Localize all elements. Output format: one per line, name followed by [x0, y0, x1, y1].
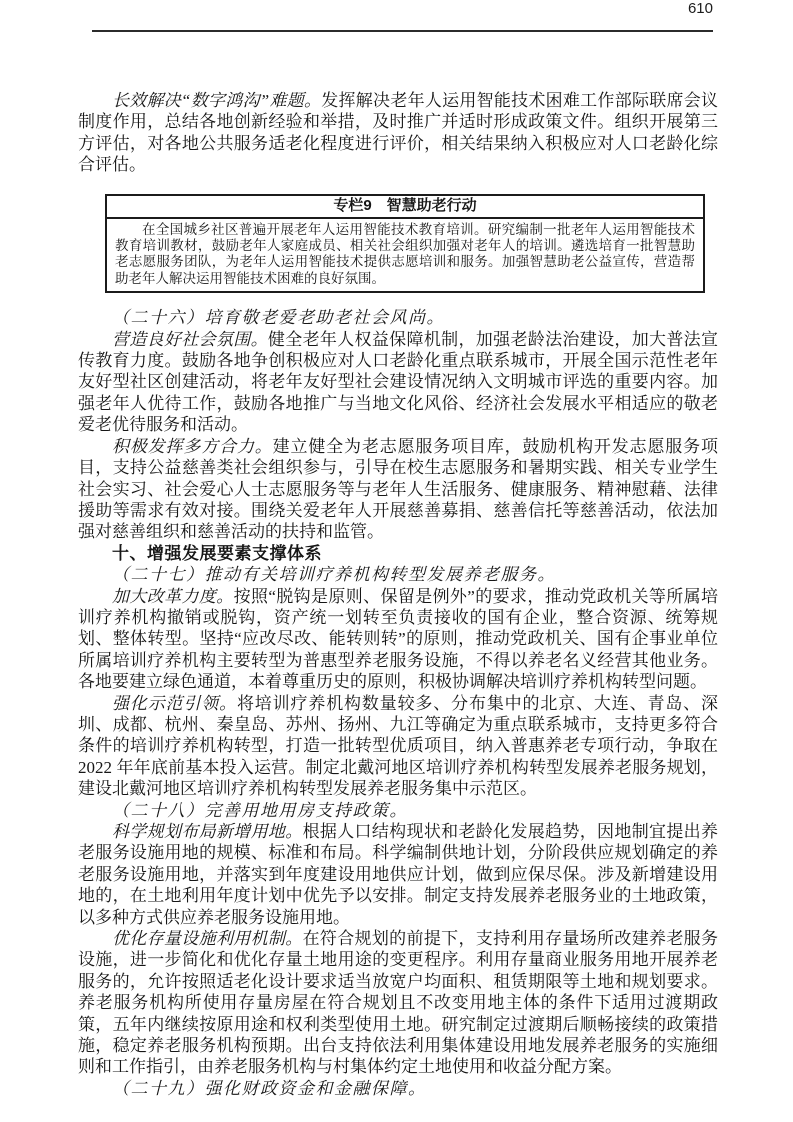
paragraph-lead: 营造良好社会氛围。	[112, 329, 268, 349]
paragraph-demonstration	[78, 693, 718, 800]
paragraph-text: 建立健全为老志愿服务项目库，鼓励机构开发志愿服务项目，支持公益慈善类社会组织参与，引导在校生志愿服务和暑期实践、相关专业学生社会实习、社会爱心人士志愿服务等与老年人生活服务、健康服务、精神慰藉、法律援助等需求有效对接。围绕关爱老年人开展慈善募捐、慈善信托等慈善活动，依法加强对慈善组织和慈善活动的扶持和监管。	[78, 436, 719, 542]
paragraph-text: 按照“脱钩是原则、保留是例外”的要求，推动党政机关等所属培训疗养机构撤销或脱钩，资产统一划转至负责接收的国有企业，整合资源、统筹规划、整体转型。坚持“应改尽改、能转则转”的原则，推动党政机关、国有企事业单位所属培训疗养机构主要转型为普惠型养老服务设施，不得以养老名义经营其他业务。各地要建立绿色通道，本着尊重历史的原则，积极协调解决培训疗养机构转型问题。	[78, 586, 719, 692]
item-heading-26: （二十六）培育敬老爱老助老社会风尚。	[112, 308, 445, 328]
paragraph-digital-divide	[78, 90, 718, 176]
page-number: 610	[687, 0, 713, 17]
paragraph-existing-facilities	[78, 928, 718, 1078]
document-content	[78, 90, 718, 1099]
paragraph-text: 健全老年人权益保障机制，加强老龄法治建设，加大普法宣传教育力度。鼓励各地争创积极应对人口老龄化重点联系城市，开展全国示范性老年友好型社区创建活动，将老年友好型社会建设情况纳入文明城市评选的重要内容。加强老年人优待工作，鼓励各地推广与当地文化风俗、经济社会发展水平相适应的敬老爱老优待服务和活动。	[78, 329, 719, 435]
paragraph-lead: 加大改革力度。	[112, 586, 234, 606]
header-rule	[92, 30, 713, 32]
paragraph-lead: 积极发挥多方合力。	[112, 436, 273, 456]
paragraph-lead: 科学规划布局新增用地。	[112, 822, 303, 841]
item-heading-27: （二十七）推动有关培训疗养机构转型发展养老服务。	[112, 565, 556, 585]
paragraph-reform	[78, 586, 718, 693]
paragraph-lead: 优化存量设施利用机制。	[112, 929, 303, 949]
section-heading-10: 十、增强发展要素支撑体系	[112, 543, 322, 563]
paragraph-new-land	[78, 821, 718, 928]
column-box-body: 在全国城乡社区普遍开展老年人运用智能技术教育培训。研究编制一批老年人运用智能技术教育培训教材，鼓励老年人家庭成员、相关社会组织加强对老年人的培训。遴选培育一批智慧助老志愿服务团队，为老年人运用智能技术提供志愿培训和服务。加强智慧助老公益宣传，营造帮助老年人解决运用智能技术困难的良好氛围。	[115, 221, 695, 286]
column-box-9	[105, 194, 705, 294]
paragraph-social-atmosphere	[78, 329, 718, 436]
column-box-title: 专栏9 智慧助老行动	[107, 196, 703, 219]
item-heading-28: （二十八）完善用地用房支持政策。	[112, 800, 408, 820]
paragraph-lead: 长效解决“数字鸿沟”难题。	[112, 91, 322, 110]
paragraph-text: 将培训疗养机构数量较多、分布集中的北京、大连、青岛、深圳、成都、杭州、秦皇岛、苏州、扬州、九江等确定为重点联系城市，支持更多符合条件的培训疗养机构转型，打造一批转型优质项目，纳入普惠养老专项行动，争取在 2022 年年底前基本投入运营。制定北戴河地区培训疗养机构转型发展养老服务规划，建设北戴河地区培训疗养机构转型发展养老服务集中示范区。	[78, 693, 719, 799]
paragraph-text: 发挥解决老年人运用智能技术困难工作部际联席会议制度作用，总结各地创新经验和举措，及时推广并适时形成政策文件。组织开展第三方评估，对各地公共服务适老化程度进行评价，相关结果纳入积极应对人口老龄化综合评估。	[78, 91, 718, 175]
item-heading-29: （二十九）强化财政资金和金融保障。	[112, 1078, 427, 1098]
paragraph-text: 根据人口结构现状和老龄化发展趋势，因地制宜提出养老服务设施用地的规模、标准和布局。科学编制供地计划，分阶段供应规划确定的养老服务设施用地，并落实到年度建设用地供应计划，做到应保尽保。涉及新增建设用地的，在土地利用年度计划中优先予以安排。制定支持发展养老服务业的土地政策，以多种方式供应养老服务设施用地。	[78, 822, 719, 927]
paragraph-text: 在符合规划的前提下，支持利用存量场所改建养老服务设施，进一步简化和优化存量土地用途的变更程序。利用存量商业服务用地开展养老服务的，允许按照适老化设计要求适当放宽户均面积、租赁期限等土地和规划要求。养老服务机构所使用存量房屋在符合规划且不改变用地主体的条件下适用过渡期政策，五年内继续按原用途和权利类型使用土地。研究制定过渡期后顺畅接续的政策措施，稳定养老服务机构预期。出台支持依法利用集体建设用地发展养老服务的实施细则和工作指引，由养老服务机构与村集体约定土地使用和收益分配方案。	[78, 929, 719, 1077]
paragraph-lead: 强化示范引领。	[112, 693, 237, 713]
paragraph-volunteer-synergy	[78, 436, 718, 543]
